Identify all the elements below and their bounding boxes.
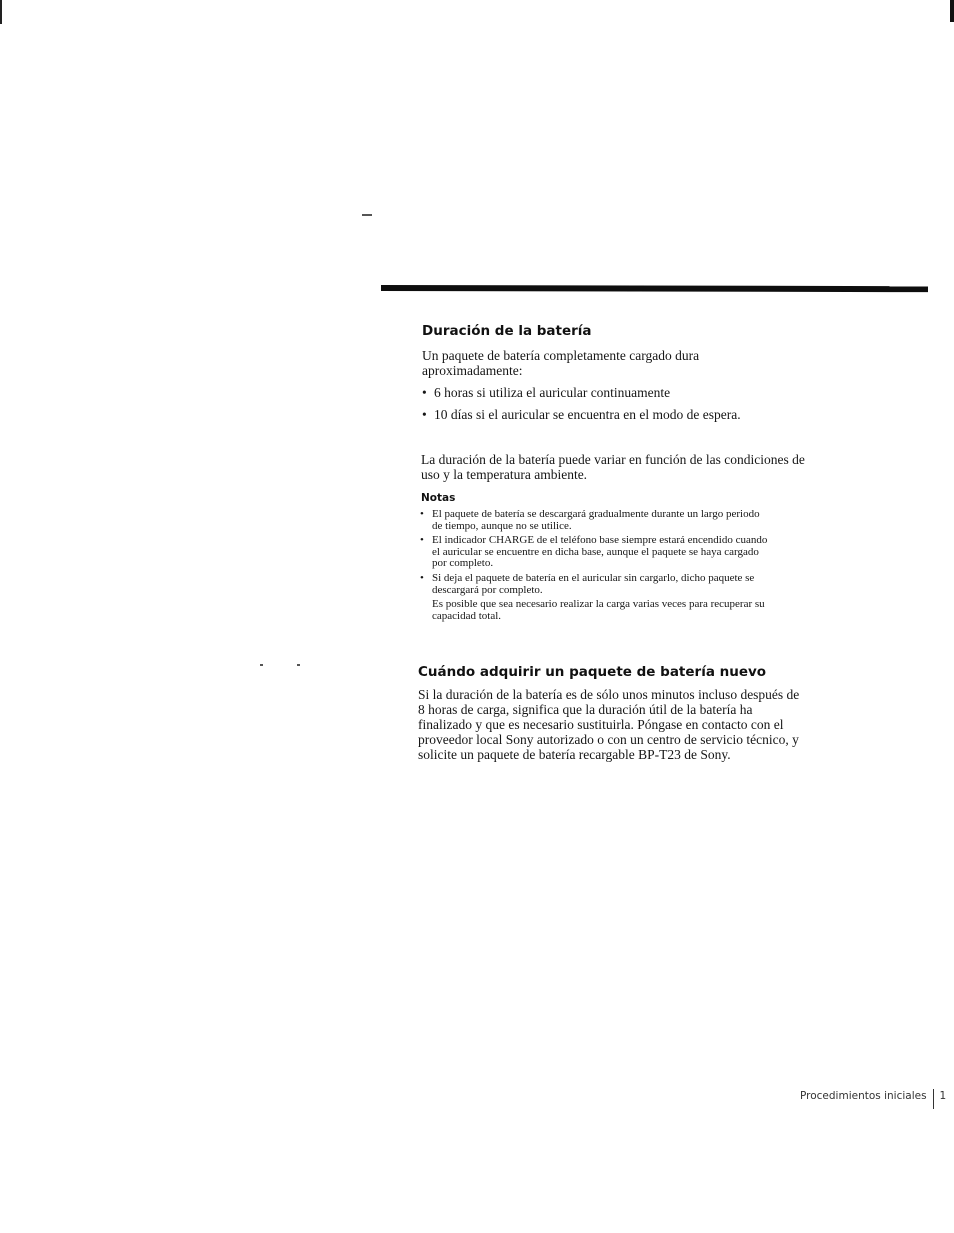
intro-line: Un paquete de batería completamente cargado dura <box>422 348 700 363</box>
notes-heading: Notas <box>421 492 456 504</box>
paragraph-line: solicite un paquete de batería recargable BP-T23 de Sony. <box>418 747 731 762</box>
intro-line: aproximadamente: <box>422 363 523 378</box>
note-item <box>420 535 840 570</box>
note-line: • Si deja el paquete de batería en el auricular sin cargarlo, dicho paquete se <box>432 571 755 584</box>
note-line: por completo. <box>432 557 494 570</box>
new-battery-paragraph <box>418 687 848 762</box>
note-item <box>420 509 840 532</box>
battery-duration-list <box>422 385 842 422</box>
scan-speck <box>260 664 263 666</box>
note-line: Es posible que sea necesario realizar la carga varias veces para recuperar su <box>432 598 765 611</box>
paragraph-line: 8 horas de carga, significa que la duración útil de la batería ha <box>418 702 753 717</box>
page-number: 1 <box>939 1090 947 1102</box>
note-line: • El indicador CHARGE de el teléfono base siempre estará encendido cuando <box>432 534 768 547</box>
battery-duration-intro <box>422 348 842 378</box>
section-heading-battery-duration: Duración de la batería <box>422 323 592 339</box>
note-item <box>420 573 840 622</box>
section-divider-rule <box>381 285 928 292</box>
list-item: • 10 días si el auricular se encuentra en el modo de espera. <box>422 407 842 422</box>
paragraph-line: proveedor local Sony autorizado o con un centro de servicio técnico, y <box>418 732 799 747</box>
page-footer <box>800 1083 946 1109</box>
note-line: capacidad total. <box>432 609 502 622</box>
note-line: • El paquete de batería se descargará gradualmente durante un largo periodo <box>432 508 760 520</box>
scan-speck <box>362 214 372 216</box>
note-line: el auricular se encuentre en dicha base, aunque el paquete se haya cargado <box>432 545 759 558</box>
list-item: • 6 horas si utiliza el auricular continuamente <box>422 385 842 400</box>
paragraph-line: uso y la temperatura ambiente. <box>421 467 588 482</box>
paragraph-line: finalizado y que es necesario sustituirla. Póngase en contacto con el <box>418 717 784 732</box>
footer-divider <box>933 1089 934 1109</box>
footer-section-name: Procedimientos iniciales <box>800 1090 927 1102</box>
scan-edge-mark <box>950 0 954 22</box>
section-heading-new-battery: Cuándo adquirir un paquete de batería nuevo <box>418 664 767 680</box>
paragraph-line: Si la duración de la batería es de sólo unos minutos incluso después de <box>418 687 800 702</box>
note-line: de tiempo, aunque no se utilice. <box>432 519 572 532</box>
note-line: descargará por completo. <box>432 583 543 596</box>
battery-variation-paragraph <box>421 452 851 482</box>
scan-speck <box>297 664 300 666</box>
scan-edge-mark <box>0 0 2 24</box>
notes-list <box>420 509 840 623</box>
paragraph-line: La duración de la batería puede variar en función de las condiciones de <box>421 452 805 467</box>
